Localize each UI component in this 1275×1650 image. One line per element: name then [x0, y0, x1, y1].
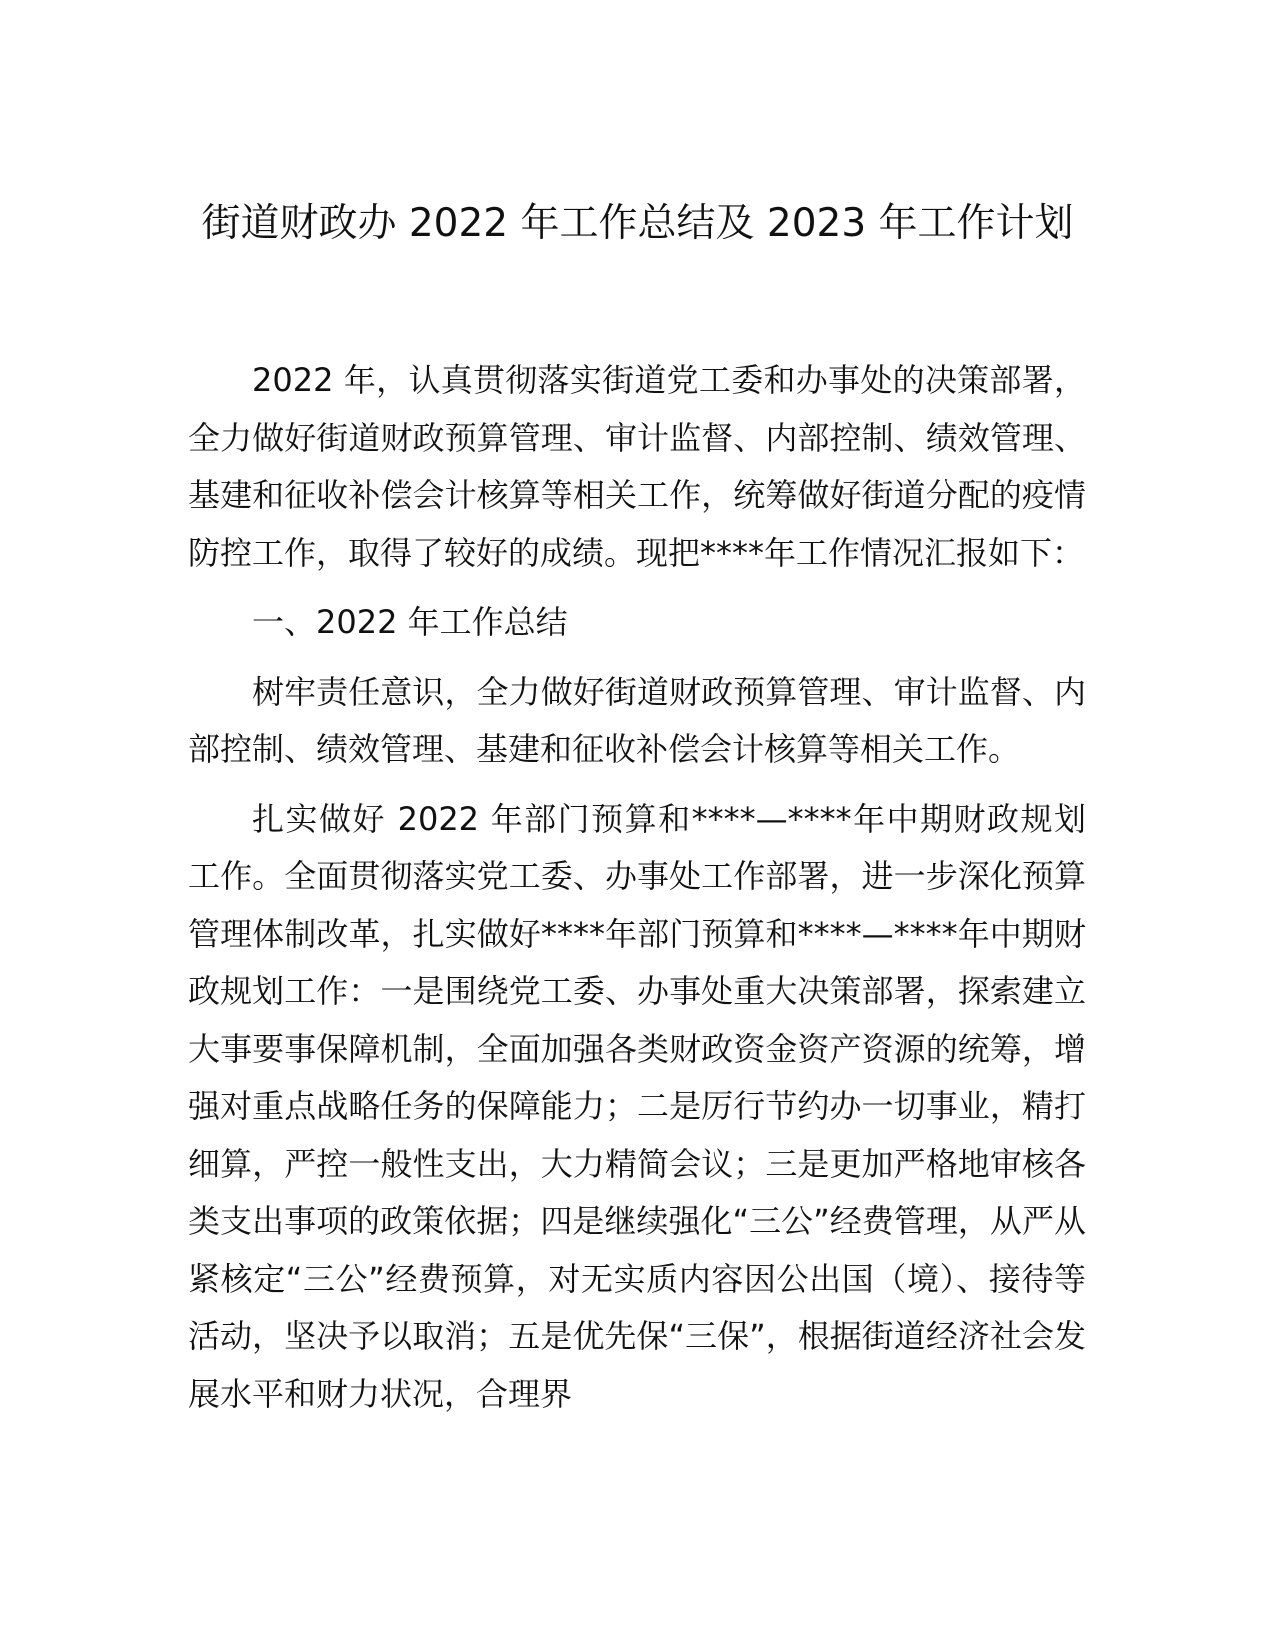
document-body	[188, 352, 1086, 1423]
paragraph-responsibility: 树牢责任意识，全力做好街道财政预算管理、审计监督、内部控制、绩效管理、基建和征收补偿会计核算等相关工作。	[188, 672, 1086, 768]
section-heading: 一、2022 年工作总结	[252, 603, 568, 641]
paragraph-intro: 2022 年，认真贯彻落实街道党工委和办事处的决策部署，全力做好街道财政预算管理、审计监督、内部控制、绩效管理、基建和征收补偿会计核算等相关工作，统筹做好街道分配的疫情防控工作，取得了较好的成绩。现把****年工作情况汇报如下：	[188, 361, 1086, 572]
document-title: 街道财政办 2022 年工作总结及 2023 年工作计划	[201, 201, 1074, 246]
paragraph-budget: 扎实做好 2022 年部门预算和****—****年中期财政规划工作。全面贯彻落实党工委、办事处工作部署，进一步深化预算管理体制改革，扎实做好****年部门预算和****—****年中期财政规划工作：一是围绕党工委、办事处重大决策部署，探索建立大事要事保障机制，全面加强各类财政资金资产资源的统筹，增强对重点战略任务的保障能力；二是厉行节约办一切事业，精打细算，严控一般性支出，大力精简会议；三是更加严格地审核各类支出事项的政策依据；四是继续强化“三公”经费管理，从严从紧核定“三公”经费预算，对无实质内容因公出国（境）、接待等活动，坚决予以取消；五是优先保“三保”，根据街道经济社会发展水平和财力状况，合理界	[188, 799, 1086, 1413]
